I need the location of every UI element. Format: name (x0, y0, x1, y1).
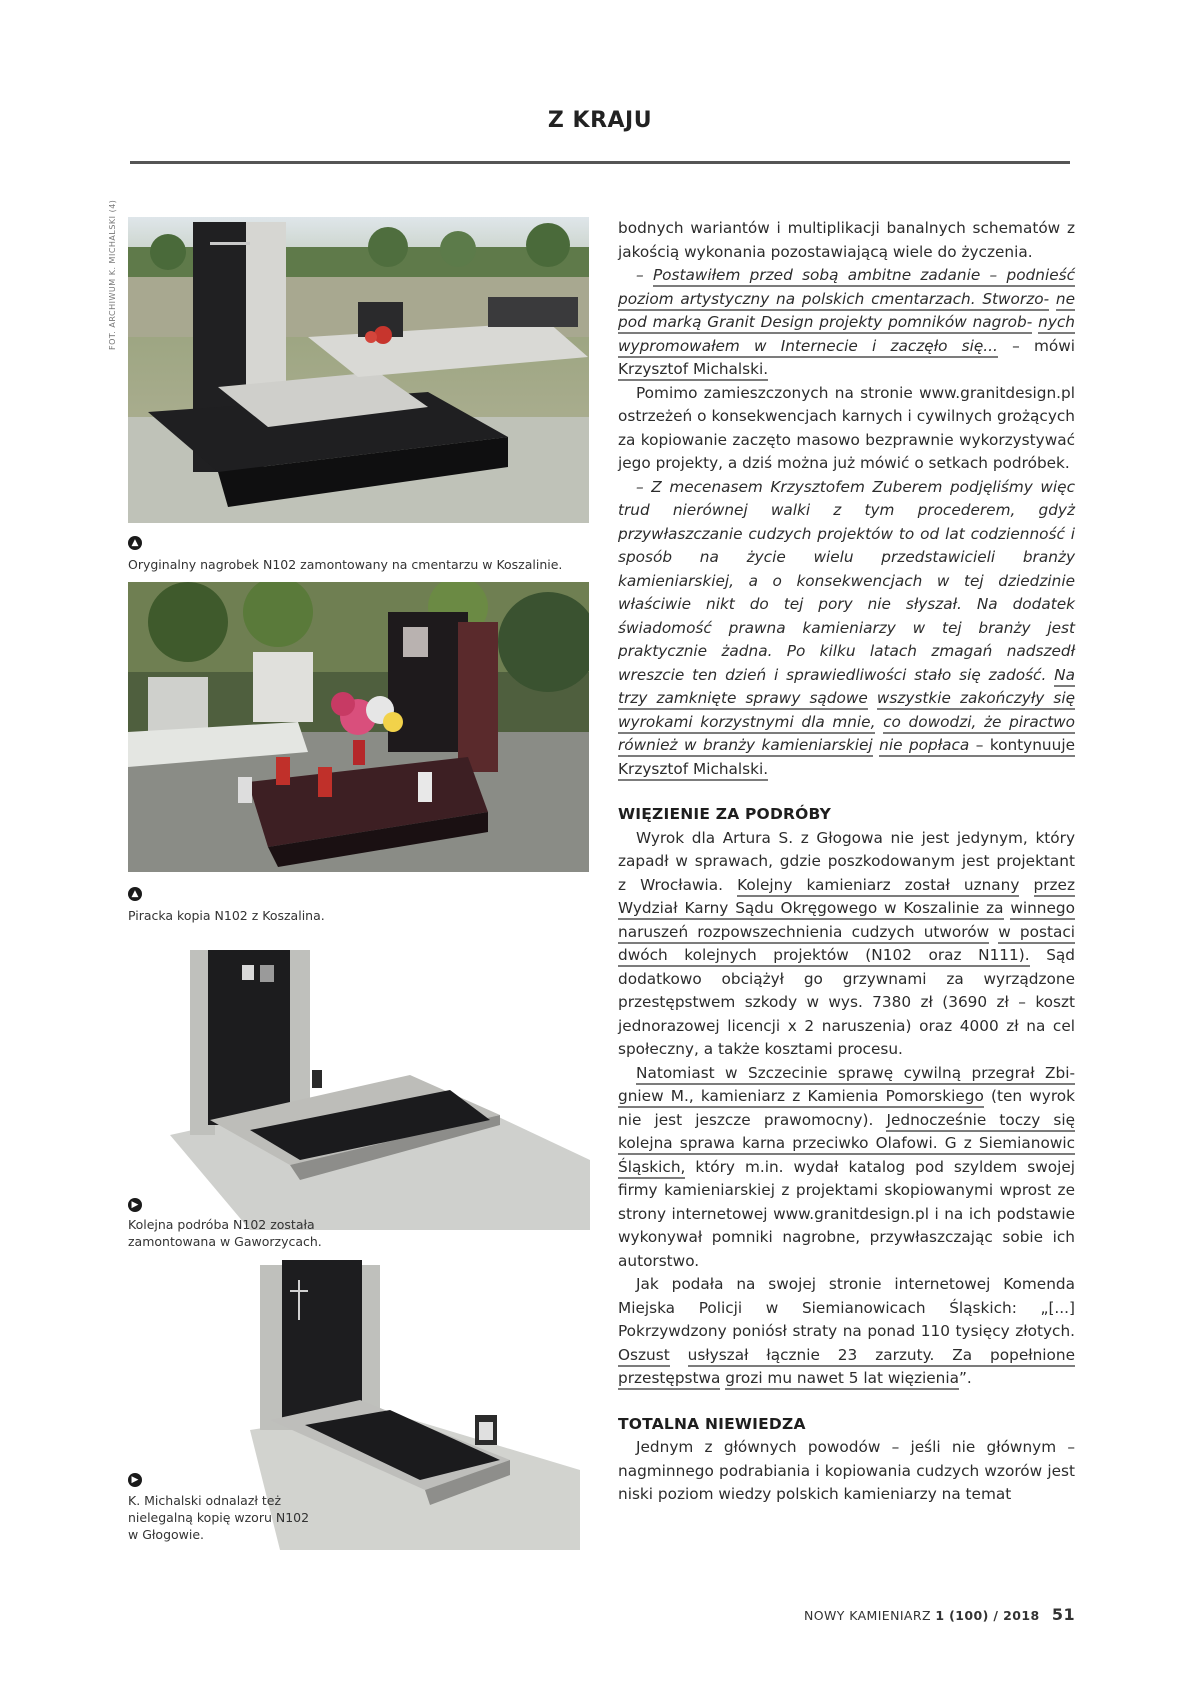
quote-paragraph (618, 476, 1075, 782)
underlined-text: Postawiłem przed sobą ambitne zadanie – podnieść (653, 266, 1075, 287)
underlined-text: nie popłaca (879, 736, 969, 757)
paragraph (618, 827, 1075, 1062)
caption-line: w Głogowie. (128, 1527, 205, 1542)
dash: – (636, 266, 653, 284)
page-number: 51 (1051, 1605, 1075, 1624)
page-footer (804, 1605, 1075, 1624)
underlined-text: wszystkie zakończyły się wyrokami korzystnymi dla mnie, (618, 689, 1075, 734)
quote-paragraph (618, 264, 1075, 382)
underlined-text: Krzysztof Michalski. (618, 360, 768, 381)
underlined-text: Na trzy zamknięte sprawy sądowe (618, 666, 1075, 711)
photo-copy-gaworzyce (170, 950, 590, 1230)
magazine-name: NOWY KAMIENIARZ (804, 1608, 931, 1623)
text: Wyrok dla Artura S. z Głogowa nie jest jedynym, który zapadł w sprawach, gdzie poszkodowanym jest projektant z Wrocławia. (618, 828, 1075, 894)
photo-caption-4 (128, 1492, 368, 1543)
underlined-text: poziom artystyczny na polskich cmentarzach. Stworzo- (618, 290, 1049, 311)
paragraph (618, 1273, 1075, 1391)
underlined-text: winnego naruszeń rozpowszechnienia cudzych utworów (618, 899, 1075, 944)
underlined-text: grozi mu nawet 5 lat więzienia (725, 1369, 959, 1390)
article-body (618, 217, 1075, 1507)
text: Jak podała na swojej stronie internetowej Komenda Miejska Policji w Siemianowicach Śląskich: „[...] Pokrzywdzony poniósł straty na ponad 110 tysięcy złotych. (618, 1275, 1075, 1340)
text: Sąd dodatkowo obciążył go grzywnami za wyrządzone przestępstwem szkody w wys. 7380 zł (3690 zł – koszt jednorazowej licencji x 2 naruszenia) oraz 4000 zł na cel społeczny, a także kosztami procesu. (618, 946, 1075, 1058)
text: (ten wyrok nie jest jeszcze prawomocny). (618, 1087, 1075, 1129)
text: ”. (959, 1369, 972, 1387)
underlined-text: w postaci dwóch kolejnych projektów (N102 oraz N111). (618, 923, 1075, 968)
photo-credit: FOT. ARCHIWUM K. MICHALSKI (4) (108, 199, 117, 350)
underlined-text: Natomiast w Szczecinie sprawę cywilną przegrał Zbi- (636, 1064, 1075, 1085)
underlined-text: kolejna sprawa karna przeciwko Olafowi. G z Siemianowic (618, 1134, 1075, 1155)
caption-line: nielegalną kopię wzoru N102 (128, 1510, 310, 1525)
page-title: Z KRAJU (547, 108, 653, 133)
caption-line: zamontowana w Gaworzycach. (128, 1234, 322, 1249)
underlined-text: przez Wydział Karny Sądu Okręgowego w Koszalinie za (618, 876, 1075, 921)
paragraph (618, 1062, 1075, 1274)
quote-text: – Z mecenasem Krzysztofem Zuberem podjęliśmy więc trud nierównej walki z tym procederem, gdyż przywłaszczanie cudzych projektów to od lat codzienność i sposób na życie wielu przedstawicieli branży kamieniarskiej, a o konsekwencjach w tej dziedzinie właściwie nikt do tej pory nie słyszał. Na dodatek świadomość prawna kamieniarzy w tej branży jest praktycznie żadna. Po kilku latach zmagań nadszedł wreszcie ten dzień i sprawiedliwości stało się zadość. (618, 477, 1075, 684)
issue-number: 1 (100) / 2018 (935, 1608, 1040, 1623)
photo-pirate-copy (128, 582, 589, 872)
section-heading: WIĘZIENIE ZA PODRÓBY (618, 805, 832, 823)
photo-caption-3 (128, 1216, 368, 1250)
right-arrow-icon: ▶ (128, 1198, 142, 1212)
underlined-text: co dowodzi, że piractwo również w branży kamieniarskiej (618, 713, 1075, 758)
up-arrow-icon: ▲ (128, 887, 142, 901)
underlined-text: Kolejny kamieniarz został uznany (737, 876, 1019, 897)
underlined-text: – kontynuuje Krzysztof Michalski. (618, 736, 1075, 781)
paragraph: Pomimo zamieszczonych na stronie www.granitdesign.pl ostrzeżeń o konsekwencjach karnych i cywilnych grożących za kopiowanie zaczęto masowo bezprawnie wykorzystywać jego projekty, a dziś można już mówić o setkach podróbek. (618, 383, 1075, 472)
underlined-text: Jednocześnie toczy się (886, 1111, 1075, 1132)
underlined-text: Śląskich, (618, 1158, 685, 1179)
caption-line: Kolejna podróba N102 została (128, 1217, 315, 1232)
underlined-text: gniew M., kamieniarz z Kamienia Pomorskiego (618, 1087, 984, 1108)
up-arrow-icon: ▲ (128, 536, 142, 550)
photo-caption-2: Piracka kopia N102 z Koszalina. (128, 908, 325, 923)
photo-original-tombstone (128, 217, 589, 523)
section-heading: TOTALNA NIEWIEDZA (618, 1414, 806, 1433)
paragraph: Jednym z głównych powodów – jeśli nie głównym – nagminnego podrabiania i kopiowania cudzych wzorów jest niski poziom wiedzy polskich kamieniarzy na temat (618, 1438, 1075, 1503)
quote-attribution: – mówi (997, 336, 1075, 355)
paragraph: bodnych wariantów i multiplikacji banalnych schematów z jakością wykonania pozostawiającą wiele do życzenia. (618, 219, 1075, 261)
right-arrow-icon: ▶ (128, 1473, 142, 1487)
underlined-text: usłyszał łącznie 23 zarzuty. Za popełnione przestępstwa (618, 1346, 1075, 1391)
underlined-text: Oszust (618, 1346, 670, 1367)
text: który m.in. wydał katalog pod szyldem swojej firmy kamieniarskiej z projektami skopiowanymi wprost ze strony internetowej www.granitdesign.pl i na ich podstawie wykonywał pomniki nagrobne, przywłaszczając sobie ich autorstwo. (618, 1157, 1075, 1270)
header-rule (130, 161, 1070, 164)
photo-caption-1: Oryginalny nagrobek N102 zamontowany na cmentarzu w Koszalinie. (128, 557, 563, 572)
underlined-text: ne pod marką Granit Design projekty pomników nagrob- (618, 290, 1075, 335)
underlined-text: nych wypromowałem w Internecie i zaczęło się... (618, 313, 1075, 358)
caption-line: K. Michalski odnalazł też (128, 1493, 282, 1508)
